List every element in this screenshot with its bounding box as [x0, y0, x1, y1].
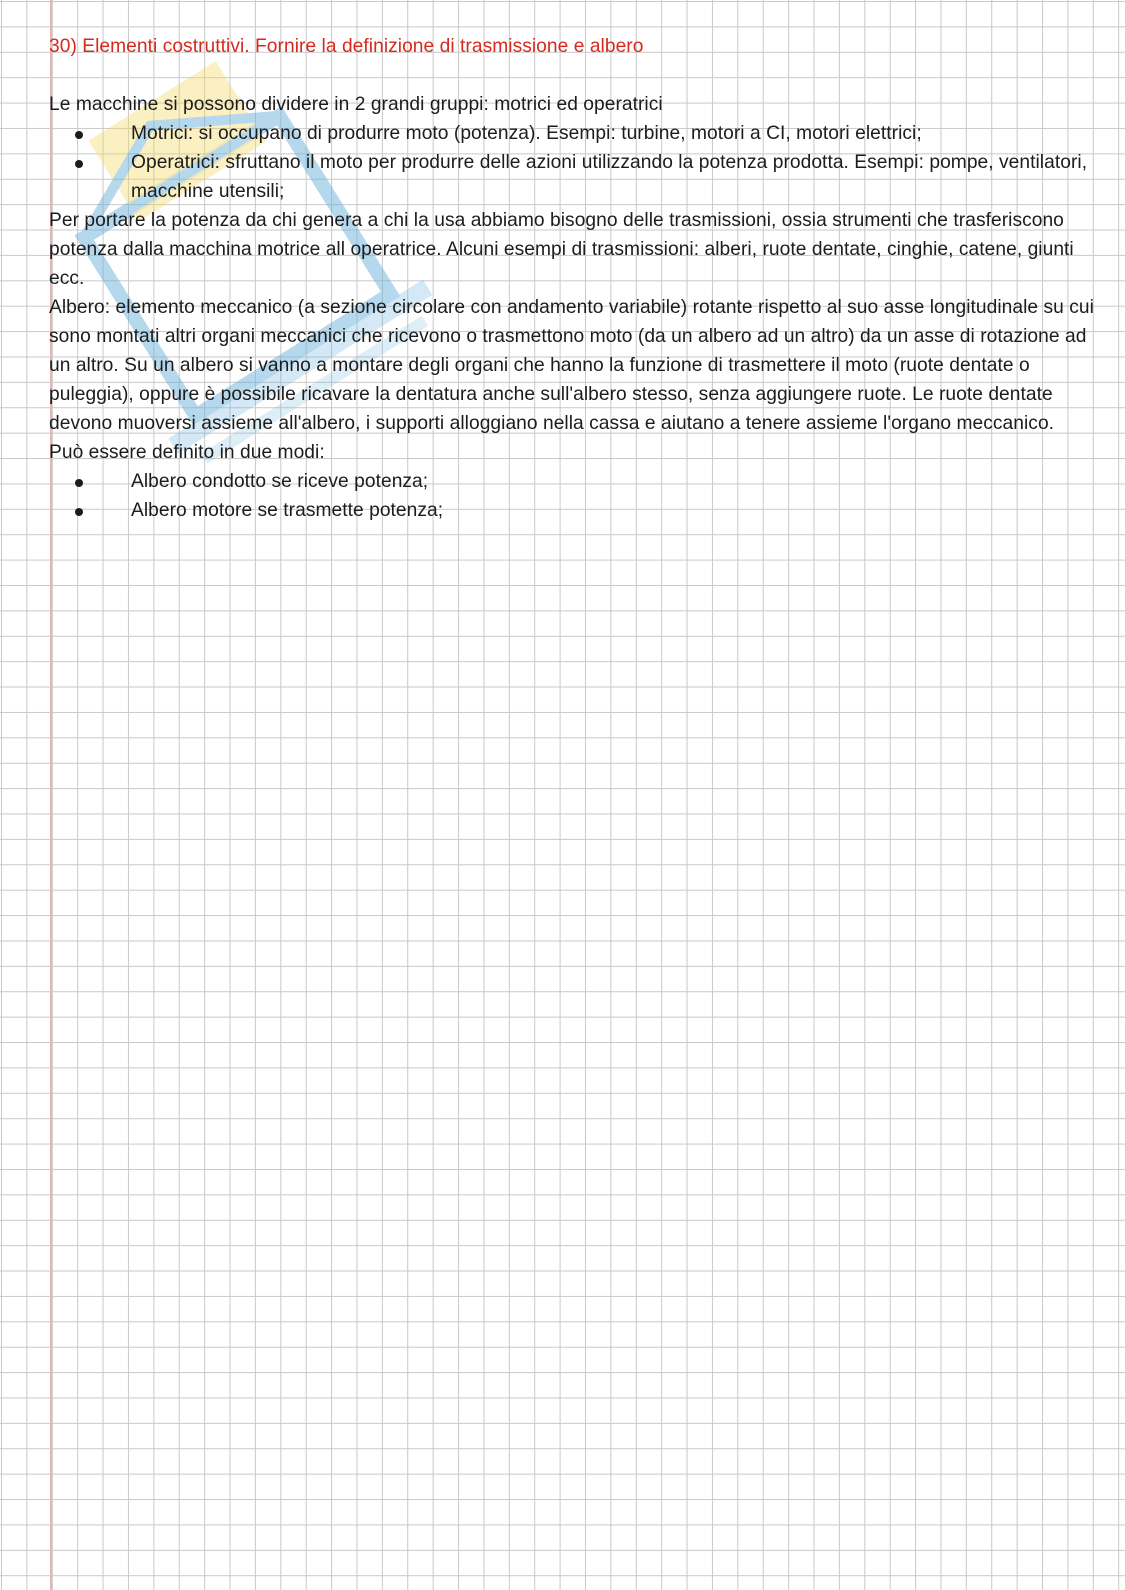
- shaft-definitions-list: [49, 467, 1111, 525]
- shaft-paragraph: Albero: elemento meccanico (a sezione circolare con andamento variabile) rotante rispetto al suo asse longitudinale su cui sono montati altri organi meccanici che ricevono o trasmettono moto (da un albero ad un altro) da un asse di rotazione ad un altro. Su un albero si vanno a montare degli organi che hanno la funzione di trasmettere il moto (ruote dentate o puleggia), oppure è possibile ricavare la dentatura anche sull'albero stesso, senza aggiungere ruote. Le ruote dentate devono muoversi assieme all'albero, i supporti alloggiano nella cassa e aiutano a tenere assieme l'organo meccanico.: [49, 297, 1094, 434]
- document-title: 30) Elementi costruttivi. Fornire la definizione di trasmissione e albero: [49, 36, 644, 57]
- machine-groups-list: [49, 119, 1111, 206]
- list-item: [49, 148, 1111, 206]
- list-item: [49, 119, 1111, 148]
- document-page: [49, 32, 1111, 525]
- bullet-icon: [75, 131, 83, 139]
- bullet-icon: [75, 479, 83, 487]
- bullet-icon: [75, 160, 83, 168]
- list-item-text: Motrici: si occupano di produrre moto (potenza). Esempi: turbine, motori a CI, motori elettrici;: [131, 123, 922, 144]
- list-item-text: Albero condotto se riceve potenza;: [131, 471, 429, 492]
- list-item-text: Operatrici: sfruttano il moto per produrre delle azioni utilizzando la potenza prodotta. Esempi: pompe, ventilatori, macchine utensili;: [131, 152, 1088, 202]
- intro-paragraph: Le macchine si possono dividere in 2 grandi gruppi: motrici ed operatrici: [49, 94, 663, 115]
- list-item-text: Albero motore se trasmette potenza;: [131, 500, 444, 521]
- transmission-paragraph: Per portare la potenza da chi genera a chi la usa abbiamo bisogno delle trasmissioni, ossia strumenti che trasferiscono potenza dalla macchina motrice all operatrice. Alcuni esempi di trasmissioni: alberi, ruote dentate, cinghie, catene, giunti ecc.: [49, 210, 1074, 289]
- list-item: [49, 496, 1111, 525]
- list-item: [49, 467, 1111, 496]
- definition-intro: Può essere definito in due modi:: [49, 442, 325, 463]
- bullet-icon: [75, 508, 83, 516]
